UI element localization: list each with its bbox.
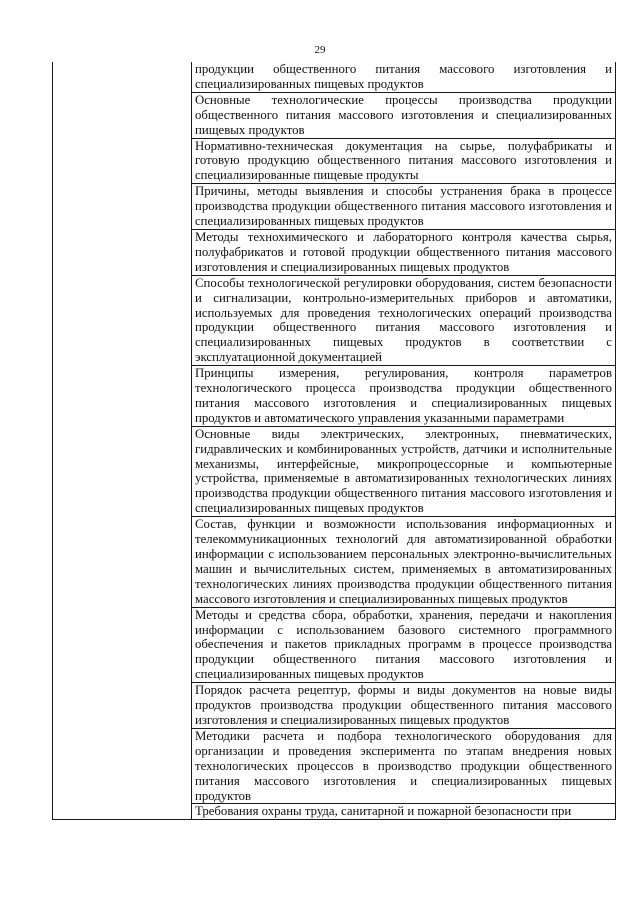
knowledge-item: Принципы измерения, регулирования, контроля параметров технологического процесса производства продукции общественного питания массового изготовления и специализированных пищевых продуктов и автоматического управления указанными параметрами (192, 366, 616, 427)
requirements-table (52, 62, 616, 820)
knowledge-item: Требования охраны труда, санитарной и пожарной безопасности при (192, 804, 616, 820)
knowledge-item: Методики расчета и подбора технологического оборудования для организации и проведения эксперимента по этапам внедрения новых технологических процессов в производство продукции общественного питания массового изготовления и специализированных пищевых продуктов (192, 728, 616, 804)
knowledge-item: Основные технологические процессы производства продукции общественного питания массового изготовления и специализированных пищевых продуктов (192, 92, 616, 138)
knowledge-item: Порядок расчета рецептур, формы и виды документов на новые виды продуктов производства продукции общественного питания массового изготовления и специализированных пищевых продуктов (192, 683, 616, 729)
knowledge-item: продукции общественного питания массового изготовления и специализированных пищевых продуктов (192, 62, 616, 92)
knowledge-item: Состав, функции и возможности использования информационных и телекоммуникационных технологий для автоматизированной обработки информации с использованием персональных электронно-вычислительных машин и вычислительных систем, применяемых в автоматизированных технологических линиях производства продукции общественного питания массового изготовления и специализированных пищевых продуктов (192, 517, 616, 607)
page-number: 29 (314, 44, 326, 56)
knowledge-item: Методы и средства сбора, обработки, хранения, передачи и накопления информации с использованием базового системного программного обеспечения и пакетов прикладных программ в процессе производства продукции общественного питания массового изготовления и специализированных пищевых продуктов (192, 607, 616, 683)
knowledge-item: Методы технохимического и лабораторного контроля качества сырья, полуфабрикатов и готовой продукции общественного питания массового изготовления и специализированных пищевых продуктов (192, 229, 616, 275)
table-row (53, 62, 616, 92)
knowledge-item: Основные виды электрических, электронных, пневматических, гидравлических и комбинированных устройств, датчики и исполнительные механизмы, интерфейсные, микропроцессорные и компьютерные устройства, применяемые в автоматизированных технологических линиях производства продукции общественного питания массового изготовления и специализированных пищевых продуктов (192, 426, 616, 516)
knowledge-item: Причины, методы выявления и способы устранения брака в процессе производства продукции общественного питания массового изготовления и специализированных пищевых продуктов (192, 184, 616, 230)
left-column-cell (53, 62, 192, 820)
knowledge-item: Способы технологической регулировки оборудования, систем безопасности и сигнализации, контрольно-измерительных приборов и автоматики, используемых для проведения технологических операций производства продукции общественного питания массового изготовления и специализированных пищевых продуктов в соответствии с эксплуатационной документацией (192, 275, 616, 365)
knowledge-item: Нормативно-техническая документация на сырье, полуфабрикаты и готовую продукцию общественного питания массового изготовления и специализированные пищевые продукты (192, 138, 616, 184)
